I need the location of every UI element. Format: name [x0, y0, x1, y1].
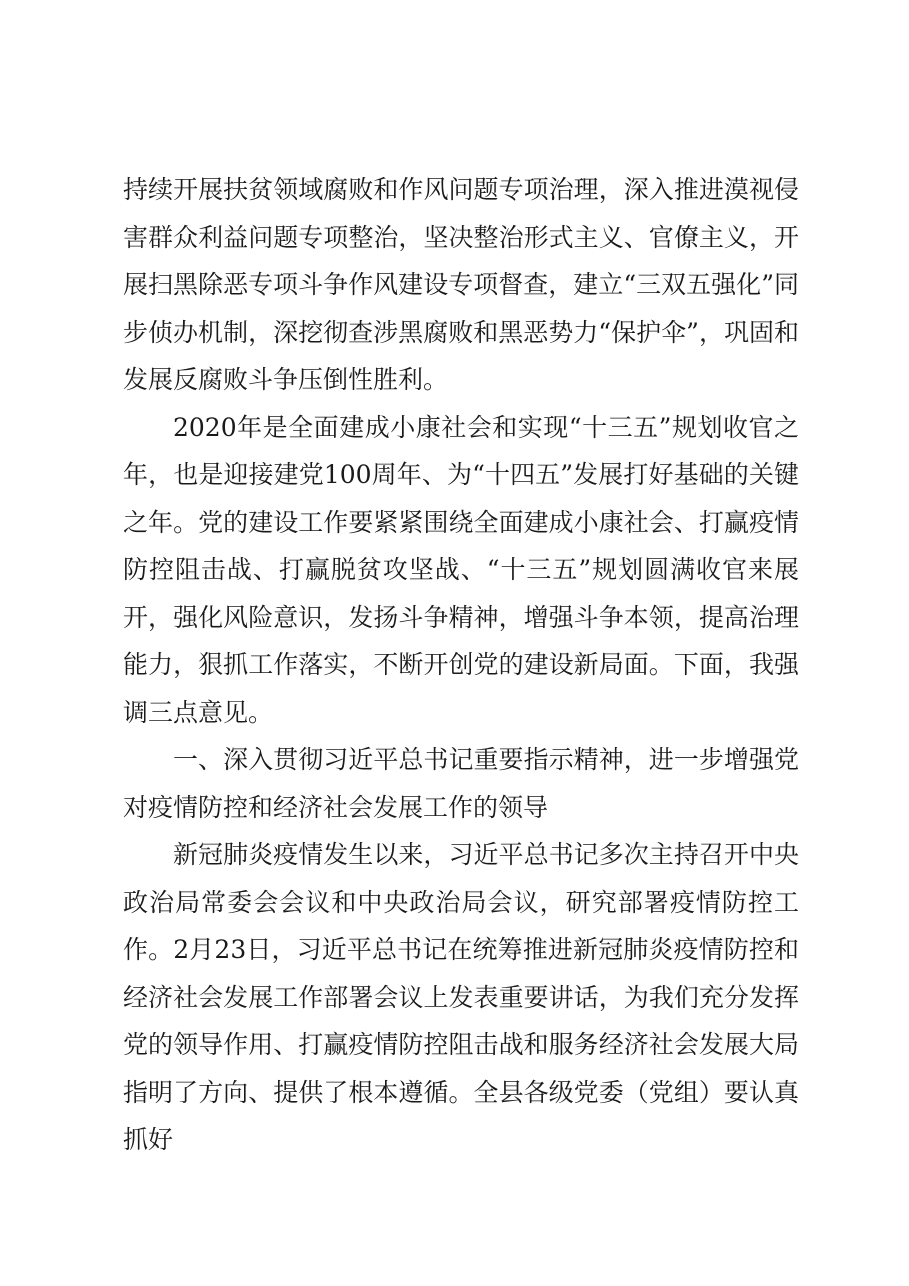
paragraph-epidemic: 新冠肺炎疫情发生以来，习近平总书记多次主持召开中央政治局常委会会议和中央政治局会议，研究部署疫情防控工作。2月23日，习近平总书记在统筹推进新冠肺炎疫情防控和经济社会发展工作部署会议上发表重要讲话，为我们充分发挥党的领导作用、打赢疫情防控阻击战和服务经济社会发展大局指明了方向、提供了根本遵循。全县各级党委（党组）要认真抓好	[123, 840, 799, 1154]
document-body	[123, 166, 799, 1164]
paragraph-continued: 持续开展扶贫领域腐败和作风问题专项治理，深入推进漠视侵害群众利益问题专项整治，坚决整治形式主义、官僚主义，开展扫黑除恶专项斗争作风建设专项督查，建立“三双五强化”同步侦办机制，深挖彻查涉黑腐败和黑恶势力“保护伞”，巩固和发展反腐败斗争压倒性胜利。	[123, 175, 799, 394]
section-heading-one: 一、深入贯彻习近平总书记重要指示精神，进一步增强党对疫情防控和经济社会发展工作的领导	[123, 745, 799, 822]
paragraph-2020-goals: 2020年是全面建成小康社会和实现“十三五”规划收官之年，也是迎接建党100周年、为“十四五”发展打好基础的关键之年。党的建设工作要紧紧围绕全面建成小康社会、打赢疫情防控阻击战、打赢脱贫攻坚战、“十三五”规划圆满收官来展开，强化风险意识，发扬斗争精神，增强斗争本领，提高治理能力，狠抓工作落实，不断开创党的建设新局面。下面，我强调三点意见。	[123, 412, 799, 727]
